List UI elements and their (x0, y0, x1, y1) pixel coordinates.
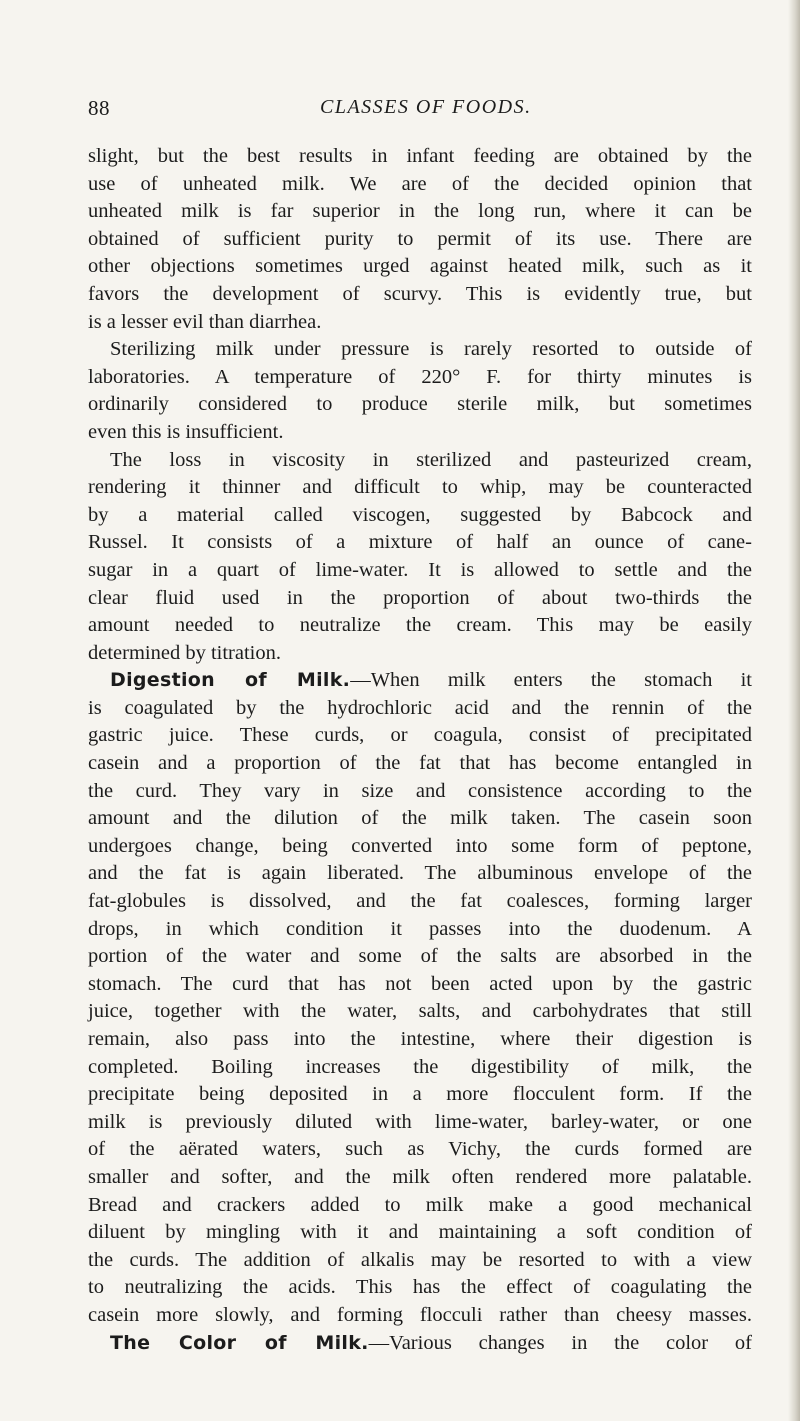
line-text: by a material called viscogen, suggested by Babcock and (88, 503, 752, 526)
line-text: gastric juice. These curds, or coagula, consist of precipitated (88, 724, 752, 747)
line-text: portion of the water and some of the salts are absorbed in the (88, 945, 752, 968)
page-number: 88 (88, 96, 110, 120)
text-line (88, 309, 752, 337)
text-line (88, 364, 752, 392)
text-line (88, 1164, 752, 1192)
line-text: use of unheated milk. We are of the decided opinion that (88, 172, 752, 195)
line-text: casein more slowly, and forming flocculi rather than cheesy masses. (88, 1303, 752, 1326)
line-text: amount and the dilution of the milk taken. The casein soon (88, 807, 752, 830)
line-text: obtained of sufficient purity to permit of its use. There are (88, 227, 752, 250)
text-line (88, 1054, 752, 1082)
text-line (88, 1081, 752, 1109)
section-heading: The Color of Milk. (110, 1331, 369, 1354)
text-line (88, 1192, 752, 1220)
text-line (88, 529, 752, 557)
text-line (88, 971, 752, 999)
text-line (88, 612, 752, 640)
line-text: casein and a proportion of the fat that has become entangled in (88, 752, 752, 775)
body-text (88, 143, 752, 1357)
text-line (88, 998, 752, 1026)
line-text: The loss in viscosity in sterilized and pasteurized cream, (110, 448, 752, 471)
text-line (88, 391, 752, 419)
line-text: —When milk enters the stomach it (350, 669, 753, 692)
line-text: is coagulated by the hydrochloric acid and the rennin of the (88, 696, 752, 719)
line-text: the curds. The addition of alkalis may be resorted to with a view (88, 1248, 752, 1271)
line-text: slight, but the best results in infant feeding are obtained by the (88, 145, 752, 167)
text-line (88, 557, 752, 585)
line-text: rendering it thinner and difficult to whip, may be counteracted (88, 476, 752, 499)
text-line (88, 585, 752, 613)
line-text: sugar in a quart of lime-water. It is allowed to settle and the (88, 558, 752, 581)
text-line (88, 336, 752, 364)
text-line (88, 778, 752, 806)
line-text: drops, in which condition it passes into the duodenum. A (88, 917, 752, 940)
text-line (88, 640, 752, 668)
running-title: CLASSES OF FOODS. (320, 96, 532, 118)
text-line (88, 419, 752, 447)
text-line (88, 1026, 752, 1054)
text-line (88, 447, 752, 475)
line-text: is a lesser evil than diarrhea. (88, 310, 322, 333)
text-line (88, 1274, 752, 1302)
text-line (88, 1247, 752, 1275)
text-line (88, 502, 752, 530)
text-line (88, 281, 752, 309)
text-line (88, 1136, 752, 1164)
running-head (88, 96, 748, 126)
line-text: the curd. They vary in size and consistence according to the (88, 779, 752, 802)
line-text: ordinarily considered to produce sterile milk, but sometimes (88, 393, 752, 416)
line-text: smaller and softer, and the milk often rendered more palatable. (88, 1165, 752, 1188)
line-text: fat-globules is dissolved, and the fat coalesces, forming larger (88, 890, 752, 913)
line-text: —Various changes in the color of (368, 1331, 752, 1354)
text-line (88, 695, 752, 723)
text-line (88, 860, 752, 888)
line-text: Russel. It consists of a mixture of half an ounce of cane- (88, 531, 752, 554)
line-text: amount needed to neutralize the cream. This may be easily (88, 614, 752, 637)
line-text: undergoes change, being converted into some form of peptone, (88, 834, 752, 857)
text-line (88, 1302, 752, 1330)
line-text: clear fluid used in the proportion of about two-thirds the (88, 586, 752, 609)
text-line (88, 143, 752, 171)
line-text: milk is previously diluted with lime-water, barley-water, or one (88, 1110, 752, 1133)
text-line (88, 888, 752, 916)
line-text: to neutralizing the acids. This has the effect of coagulating the (88, 1276, 752, 1299)
line-text: stomach. The curd that has not been acted upon by the gastric (88, 972, 752, 995)
section-heading-line (88, 667, 752, 695)
text-line (88, 226, 752, 254)
text-line (88, 722, 752, 750)
text-line (88, 805, 752, 833)
section-heading: Digestion of Milk. (110, 669, 351, 692)
line-text: Bread and crackers added to milk make a good mechanical (88, 1193, 752, 1216)
line-text: favors the development of scurvy. This is evidently true, but (88, 282, 752, 305)
line-text: completed. Boiling increases the digestibility of milk, the (88, 1055, 752, 1078)
text-line (88, 750, 752, 778)
text-line (88, 171, 752, 199)
line-text: unheated milk is far superior in the long run, where it can be (88, 200, 752, 223)
text-line (88, 833, 752, 861)
text-line (88, 198, 752, 226)
line-text: of the aërated waters, such as Vichy, the curds formed are (88, 1138, 752, 1161)
line-text: even this is insufficient. (88, 420, 284, 443)
text-line (88, 474, 752, 502)
line-text: remain, also pass into the intestine, where their digestion is (88, 1028, 752, 1050)
text-line (88, 943, 752, 971)
text-line (88, 1109, 752, 1137)
section-heading-line (88, 1330, 752, 1358)
line-text: Sterilizing milk under pressure is rarely resorted to outside of (110, 338, 752, 361)
line-text: precipitate being deposited in a more flocculent form. If the (88, 1083, 752, 1106)
line-text: other objections sometimes urged against heated milk, such as it (88, 255, 752, 278)
page-edge-shadow (788, 0, 800, 1421)
line-text: diluent by mingling with it and maintaining a soft condition of (88, 1221, 752, 1244)
text-line (88, 253, 752, 281)
line-text: laboratories. A temperature of 220° F. for thirty minutes is (88, 365, 752, 388)
line-text: and the fat is again liberated. The albuminous envelope of the (88, 862, 752, 885)
line-text: juice, together with the water, salts, and carbohydrates that still (88, 1000, 752, 1023)
text-line (88, 1219, 752, 1247)
text-line (88, 916, 752, 944)
line-text: determined by titration. (88, 641, 281, 664)
